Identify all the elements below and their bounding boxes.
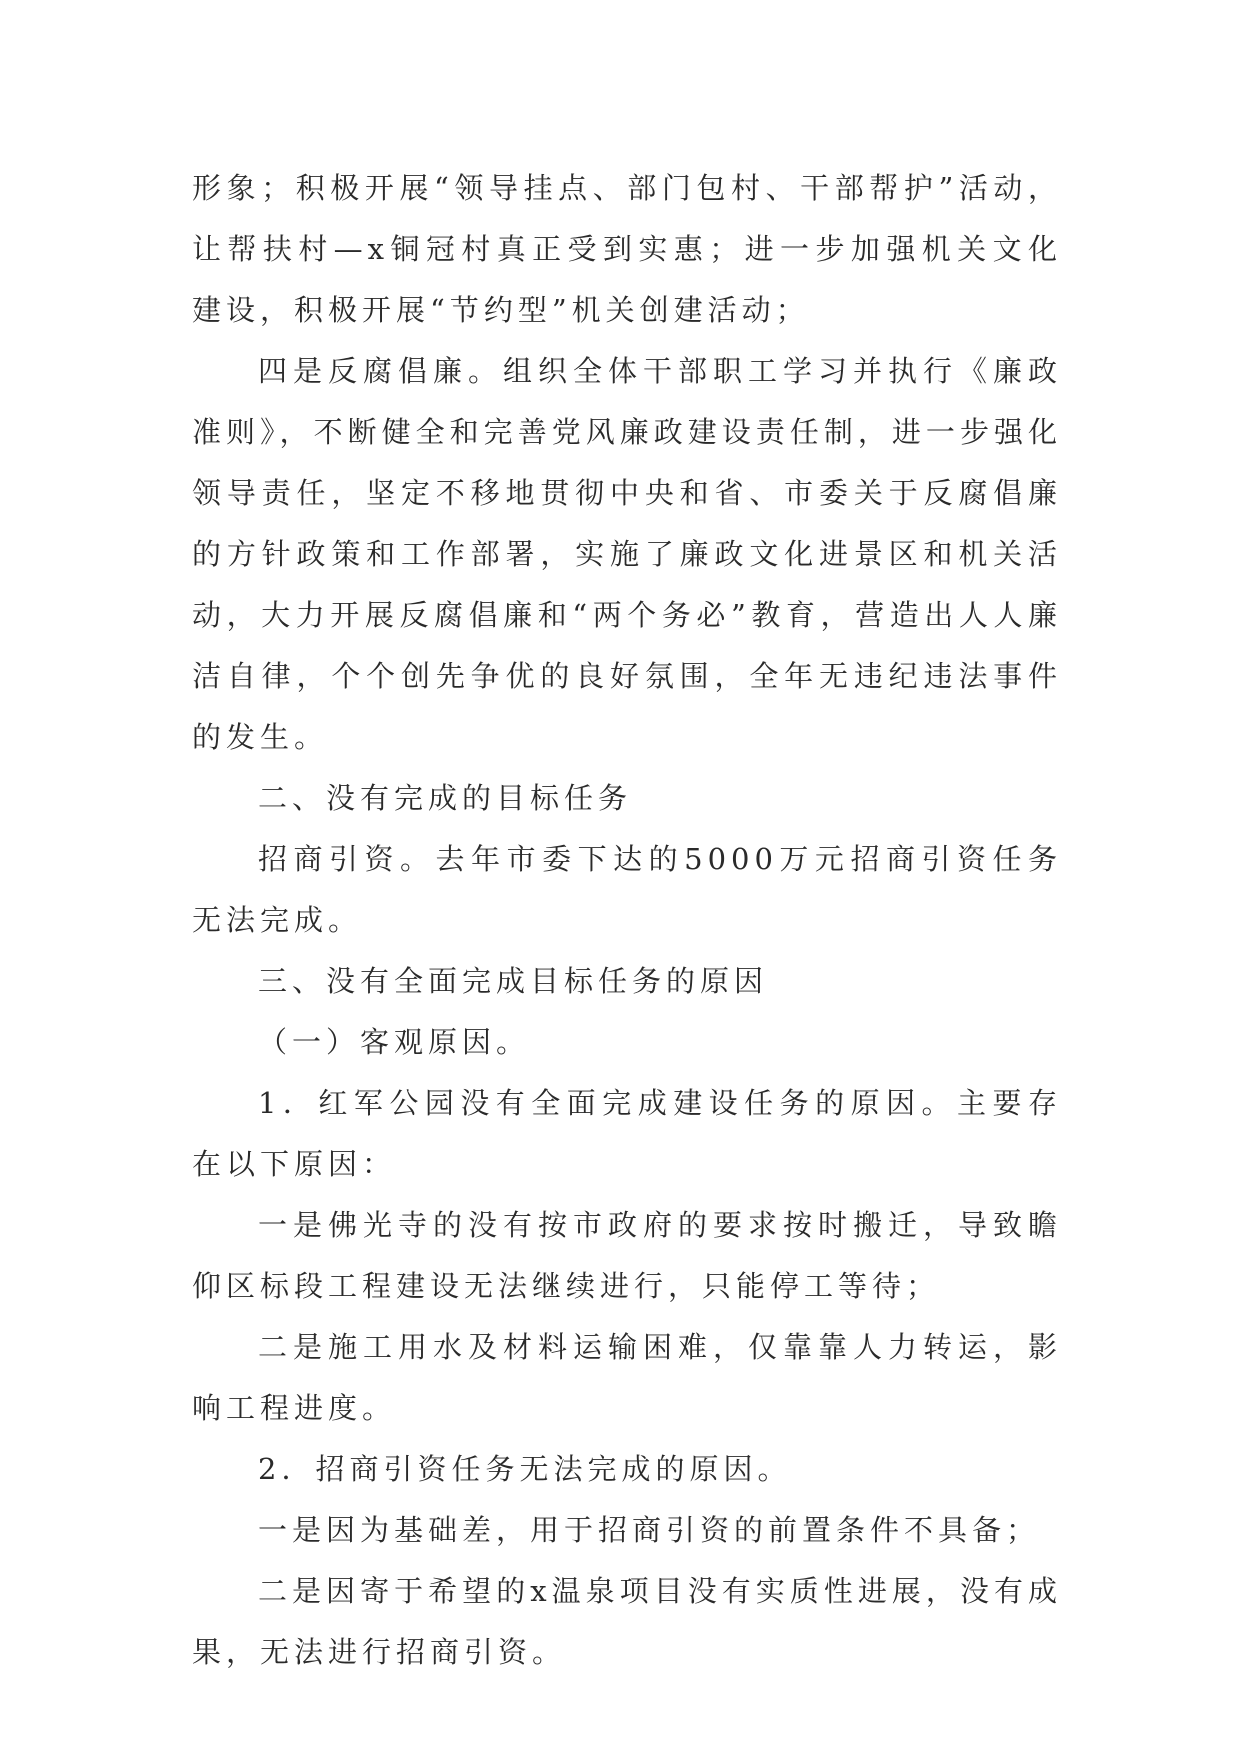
paragraph-reason-1b: 二是施工用水及材料运输困难，仅靠靠人力转运，影响工程进度。	[192, 1330, 1062, 1425]
section-heading-unfinished-tasks: 二、没有完成的目标任务	[258, 781, 633, 815]
paragraph-continuation: 形象；积极开展“领导挂点、部门包村、干部帮护”活动，让帮扶村—x铜冠村真正受到实惠；进一步加强机关文化建设，积极开展“节约型”机关创建活动；	[192, 171, 1062, 327]
section-heading-reasons: 三、没有全面完成目标任务的原因	[258, 964, 769, 998]
paragraph-anti-corruption: 四是反腐倡廉。组织全体干部职工学习并执行《廉政准则》，不断健全和完善党风廉政建设责任制，进一步强化领导责任，坚定不移地贯彻中央和省、市委关于反腐倡廉的方针政策和工作部署，实施了廉政文化进景区和机关活动，大力开展反腐倡廉和“两个务必”教育，营造出人人廉洁自律，个个创先争优的良好氛围，全年无违纪违法事件的发生。	[192, 354, 1062, 754]
document-body	[192, 158, 1062, 1683]
paragraph-reason-2a: 一是因为基础差，用于招商引资的前置条件不具备；	[258, 1513, 1041, 1547]
paragraph-item-2: 2．招商引资任务无法完成的原因。	[258, 1452, 792, 1486]
paragraph-reason-2b: 二是因寄于希望的x温泉项目没有实质性进展，没有成果，无法进行招商引资。	[192, 1574, 1062, 1669]
subsection-heading-objective: （一）客观原因。	[258, 1025, 531, 1059]
paragraph-investment: 招商引资。去年市委下达的5000万元招商引资任务无法完成。	[192, 842, 1062, 937]
paragraph-item-1: 1．红军公园没有全面完成建设任务的原因。主要存在以下原因：	[192, 1086, 1062, 1181]
paragraph-reason-1a: 一是佛光寺的没有按市政府的要求按时搬迁，导致瞻仰区标段工程建设无法继续进行，只能停工等待；	[192, 1208, 1062, 1303]
